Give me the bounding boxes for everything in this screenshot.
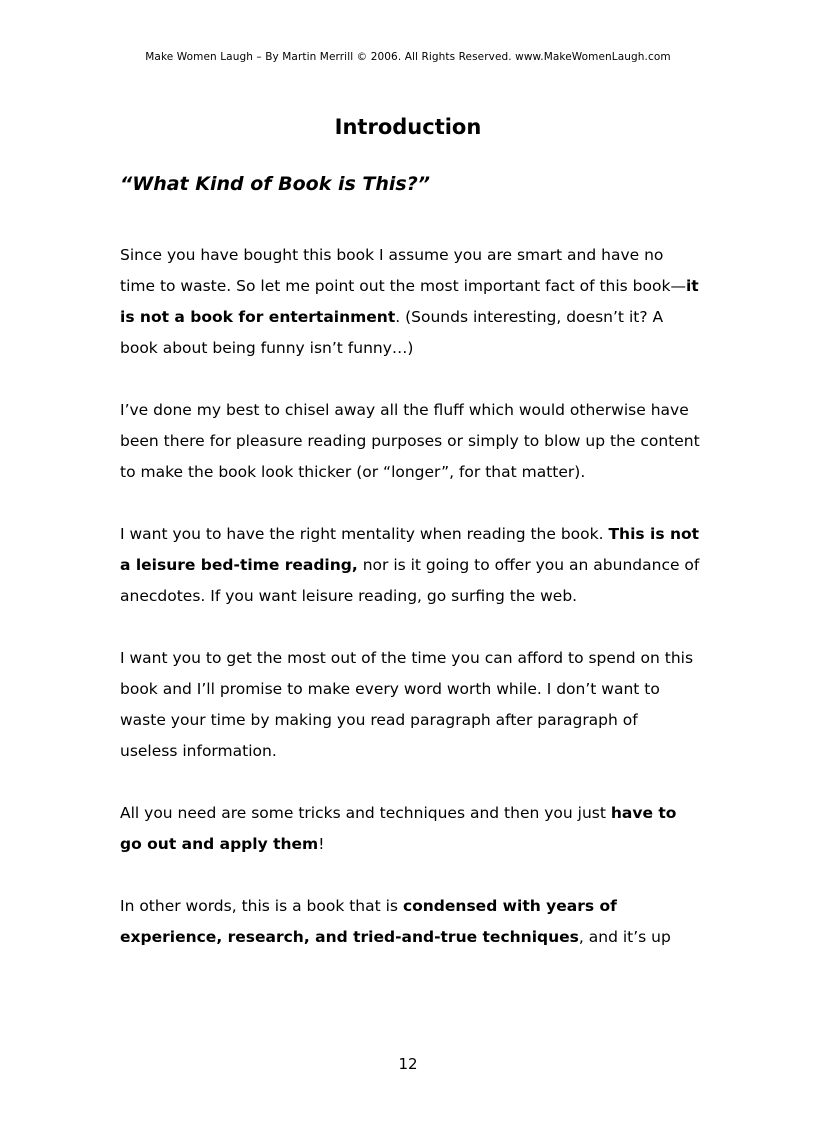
- paragraph-5: [120, 798, 700, 860]
- paragraph-6-emphasis: condensed with years of experience, research, and tried-and-true techniques: [120, 897, 617, 946]
- chapter-title: Introduction: [334, 115, 482, 139]
- paragraph-6: [120, 891, 700, 953]
- paragraph-3: [120, 519, 700, 612]
- paragraph-4-text: I want you to get the most out of the time you can afford to spend on this book and I’ll promise to make every word worth while. I don’t want to waste your time by making you read paragraph after paragraph of useless information.: [120, 649, 694, 760]
- paragraph-1-text-end: . (Sounds interesting, doesn’t it? A book about being funny isn’t funny…): [120, 308, 664, 357]
- paragraph-5-emphasis: have to go out and apply them: [120, 804, 677, 853]
- paragraph-6-text: In other words, this is a book that is: [120, 897, 403, 915]
- paragraph-5-text: All you need are some tricks and techniques and then you just: [120, 804, 611, 822]
- paragraph-1: [120, 240, 700, 364]
- running-header: Make Women Laugh – By Martin Merrill © 2006. All Rights Reserved. www.MakeWomenLaugh.com: [145, 51, 671, 63]
- paragraph-2: [120, 395, 700, 488]
- paragraph-2-text: I’ve done my best to chisel away all the fluff which would otherwise have been there for pleasure reading purposes or simply to blow up the content to make the book look thicker (or “longer”, for that matter).: [120, 401, 700, 481]
- paragraph-6-text-end: , and it’s up: [578, 928, 671, 946]
- paragraph-3-emphasis: This is not a leisure bed-time reading,: [120, 525, 700, 574]
- paragraph-1-emphasis: it is not a book for entertainment: [120, 277, 699, 326]
- paragraph-3-text-end: nor is it going to offer you an abundance of anecdotes. If you want leisure reading, go surfing the web.: [120, 556, 700, 605]
- page-number: 12: [398, 1055, 418, 1073]
- section-subtitle: “What Kind of Book is This?”: [120, 173, 430, 195]
- body-text: [120, 240, 700, 984]
- paragraph-4: [120, 643, 700, 767]
- paragraph-5-text-end: !: [318, 835, 325, 853]
- paragraph-3-text: I want you to have the right mentality when reading the book.: [120, 525, 609, 543]
- paragraph-1-text: Since you have bought this book I assume you are smart and have no time to waste. So let me point out the most important fact of this book—: [120, 246, 686, 295]
